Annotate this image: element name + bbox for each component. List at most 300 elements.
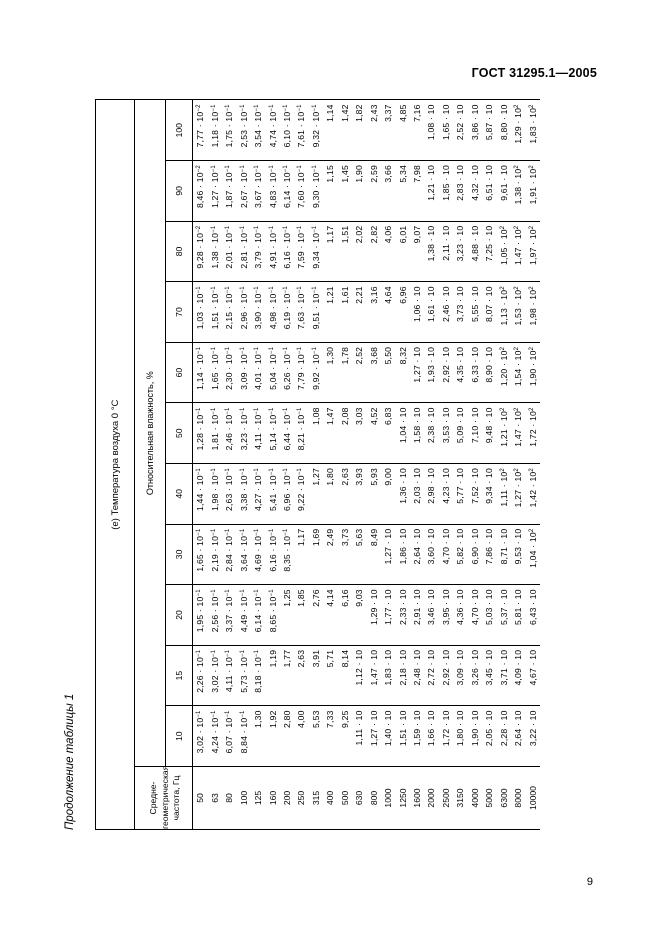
table-row [395, 100, 409, 830]
attenuation-value: 2,11 · 10 [439, 221, 453, 282]
attenuation-value: $2,67 \cdot 10^{-1}$ [236, 161, 250, 222]
attenuation-value: $3,09 \cdot 10^{-1}$ [236, 342, 250, 403]
humidity-column-header: 100 [166, 100, 193, 161]
attenuation-value: 1,90 [352, 161, 366, 222]
attenuation-value: 2,52 · 10 [453, 100, 467, 161]
frequency-cell: 3150 [453, 767, 467, 830]
exponent: −1 [196, 286, 203, 294]
humidity-column-header: 10 [166, 706, 193, 767]
attenuation-value: $8,18 \cdot 10^{-1}$ [251, 645, 265, 706]
attenuation-value: $2,30 \cdot 10^{-1}$ [222, 342, 236, 403]
table-row [439, 100, 453, 830]
attenuation-value: 1,36 · 10 [395, 464, 409, 525]
attenuation-value: $6,44 \cdot 10^{-1}$ [280, 403, 294, 464]
attenuation-value: 1,40 · 10 [381, 706, 395, 767]
attenuation-value: $1,21 \cdot 10^2$ [497, 403, 511, 464]
exponent: −1 [297, 407, 304, 415]
exponent: −1 [254, 104, 261, 112]
attenuation-value: 1,72 · 10 [439, 706, 453, 767]
attenuation-value: 2,72 · 10 [424, 645, 438, 706]
exponent: −1 [239, 468, 246, 476]
attenuation-value: 4,85 [395, 100, 409, 161]
attenuation-value: $9,34 \cdot 10^{-1}$ [309, 221, 323, 282]
attenuation-value: 3,71 · 10 [497, 645, 511, 706]
attenuation-value: $5,14 \cdot 10^{-1}$ [265, 403, 279, 464]
table-row [265, 100, 279, 830]
frequency-cell: 400 [323, 767, 337, 830]
attenuation-value: $1,91 \cdot 10^2$ [525, 161, 540, 222]
attenuation-value: $1,65 \cdot 10^{-1}$ [193, 524, 208, 585]
table-row [497, 100, 511, 830]
attenuation-value: 1,14 [323, 100, 337, 161]
attenuation-value: 4,36 · 10 [453, 585, 467, 646]
humidity-column-header: 40 [166, 464, 193, 525]
exponent: −1 [268, 165, 275, 173]
attenuation-value: 5,50 [381, 342, 395, 403]
attenuation-value: 9,03 [352, 585, 366, 646]
attenuation-value: 7,16 [410, 100, 424, 161]
frequency-cell: 1000 [381, 767, 395, 830]
attenuation-value: 4,70 · 10 [468, 585, 482, 646]
table-caption: (е) Температура воздуха 0 °С [96, 100, 135, 830]
attenuation-value: $4,98 \cdot 10^{-1}$ [265, 282, 279, 343]
frequency-cell: 4000 [468, 767, 482, 830]
attenuation-value: 9,53 · 10 [511, 524, 525, 585]
attenuation-value: 1,78 [338, 342, 352, 403]
attenuation-value: 1,61 · 10 [424, 282, 438, 343]
attenuation-value: $1,13 \cdot 10^2$ [497, 282, 511, 343]
attenuation-value: 5,55 · 10 [468, 282, 482, 343]
attenuation-value: $7,63 \cdot 10^{-1}$ [294, 282, 308, 343]
exponent: −1 [239, 589, 246, 597]
attenuation-value: $4,11 \cdot 10^{-1}$ [222, 645, 236, 706]
attenuation-value: 1,47 · 10 [366, 645, 380, 706]
attenuation-value: $6,16 \cdot 10^{-1}$ [280, 221, 294, 282]
attenuation-value: $8,84 \cdot 10^{-1}$ [236, 706, 250, 767]
attenuation-value: 5,53 [309, 706, 323, 767]
attenuation-value: 2,64 · 10 [511, 706, 525, 767]
humidity-column-header: 80 [166, 221, 193, 282]
attenuation-value: 2,76 [309, 585, 323, 646]
attenuation-value: $2,26 \cdot 10^{-1}$ [193, 645, 208, 706]
humidity-column-header: 30 [166, 524, 193, 585]
frequency-cell: 250 [294, 767, 308, 830]
attenuation-value: 1,45 [338, 161, 352, 222]
attenuation-value: $4,27 \cdot 10^{-1}$ [251, 464, 265, 525]
exponent: −1 [225, 528, 232, 536]
exponent: −1 [225, 165, 232, 173]
attenuation-value: 8,32 [395, 342, 409, 403]
exponent: −1 [297, 165, 304, 173]
exponent: 2 [528, 165, 535, 169]
attenuation-value: 4,52 [366, 403, 380, 464]
attenuation-value: $8,21 \cdot 10^{-1}$ [294, 403, 308, 464]
attenuation-value: 1,82 [352, 100, 366, 161]
attenuation-value: $1,65 \cdot 10^{-1}$ [207, 342, 221, 403]
exponent: −1 [268, 407, 275, 415]
attenuation-value: $1,47 \cdot 10^2$ [511, 403, 525, 464]
exponent: −1 [210, 649, 217, 658]
exponent: 2 [514, 407, 521, 411]
exponent: −1 [282, 346, 289, 355]
exponent: −1 [225, 589, 232, 597]
attenuation-value: 2,38 · 10 [424, 403, 438, 464]
attenuation-value: 5,81 · 10 [511, 585, 525, 646]
table-row [453, 100, 467, 830]
attenuation-value: 1,21 · 10 [424, 161, 438, 222]
attenuation-value: 7,25 · 10 [482, 221, 496, 282]
table-row [352, 100, 366, 830]
rotated-table-block [50, 100, 540, 830]
attenuation-value: 2,80 [280, 706, 294, 767]
attenuation-value: 7,52 · 10 [468, 464, 482, 525]
attenuation-value: $4,69 \cdot 10^{-1}$ [251, 524, 265, 585]
humidity-columns-row [166, 100, 193, 830]
attenuation-value: 6,01 [395, 221, 409, 282]
table-row [338, 100, 352, 830]
attenuation-value: $5,04 \cdot 10^{-1}$ [265, 342, 279, 403]
attenuation-value: 1,30 [323, 342, 337, 403]
humidity-column-header: 90 [166, 161, 193, 222]
document-code: ГОСТ 31295.1—2005 [471, 66, 597, 80]
attenuation-value: 1,59 · 10 [410, 706, 424, 767]
humidity-header: Относительная влажность, % [135, 100, 166, 767]
attenuation-value: $7,61 \cdot 10^{-1}$ [294, 100, 308, 161]
attenuation-value: 7,33 [323, 706, 337, 767]
attenuation-value: 8,07 · 10 [482, 282, 496, 343]
exponent: −1 [254, 468, 261, 476]
exponent: −1 [254, 528, 261, 536]
attenuation-value: 6,90 · 10 [468, 524, 482, 585]
attenuation-value: 9,48 · 10 [482, 403, 496, 464]
attenuation-value: 1,80 [323, 464, 337, 525]
attenuation-value: 7,10 · 10 [468, 403, 482, 464]
attenuation-value: $2,96 \cdot 10^{-1}$ [236, 282, 250, 343]
exponent: −1 [225, 286, 232, 294]
attenuation-value: 2,91 · 10 [410, 585, 424, 646]
attenuation-value: 1,15 [323, 161, 337, 222]
attenuation-value: 9,34 · 10 [482, 464, 496, 525]
attenuation-value: 1,77 [280, 645, 294, 706]
attenuation-value: 1,77 · 10 [381, 585, 395, 646]
attenuation-value: $4,83 \cdot 10^{-1}$ [265, 161, 279, 222]
exponent: −1 [239, 710, 246, 718]
attenuation-value: 1,86 · 10 [395, 524, 409, 585]
attenuation-value: 4,32 · 10 [468, 161, 482, 222]
exponent: −1 [239, 528, 246, 536]
attenuation-value: 1,51 · 10 [395, 706, 409, 767]
attenuation-value: $7,59 \cdot 10^{-1}$ [294, 221, 308, 282]
attenuation-value: $1,38 \cdot 10^{-1}$ [207, 221, 221, 282]
attenuation-value: $4,11 \cdot 10^{-1}$ [251, 403, 265, 464]
attenuation-value: 3,60 · 10 [424, 524, 438, 585]
attenuation-value: 2,92 · 10 [439, 342, 453, 403]
exponent: −1 [196, 346, 203, 355]
exponent: −1 [225, 225, 232, 233]
exponent: −1 [297, 286, 304, 294]
attenuation-value: 5,03 · 10 [482, 585, 496, 646]
attenuation-value: $3,02 \cdot 10^{-1}$ [207, 645, 221, 706]
attenuation-value: $1,11 \cdot 10^2$ [497, 464, 511, 525]
attenuation-value: 4,06 [381, 221, 395, 282]
attenuation-value: 7,86 · 10 [482, 524, 496, 585]
attenuation-value: $1,97 \cdot 10^2$ [525, 221, 540, 282]
attenuation-value: 3,73 [338, 524, 352, 585]
attenuation-value: $4,91 \cdot 10^{-1}$ [265, 221, 279, 282]
attenuation-value: $1,72 \cdot 10^2$ [525, 403, 540, 464]
attenuation-value: $7,79 \cdot 10^{-1}$ [294, 342, 308, 403]
exponent: −1 [239, 286, 246, 294]
exponent: −1 [282, 528, 289, 536]
attenuation-value: 1,27 · 10 [410, 342, 424, 403]
attenuation-value: 1,17 [294, 524, 308, 585]
frequency-header: Средне-геометрическая частота, Гц [135, 767, 193, 830]
page-number: 9 [586, 876, 593, 888]
attenuation-value: 2,48 · 10 [410, 645, 424, 706]
attenuation-value: 1,92 [265, 706, 279, 767]
attenuation-value: 3,95 · 10 [439, 585, 453, 646]
attenuation-value: 2,59 [366, 161, 380, 222]
attenuation-value: 1,69 [309, 524, 323, 585]
attenuation-value: 2,28 · 10 [497, 706, 511, 767]
attenuation-value: 1,27 · 10 [381, 524, 395, 585]
attenuation-value: 3,16 [366, 282, 380, 343]
exponent: −1 [210, 346, 217, 355]
exponent: −1 [210, 225, 217, 233]
exponent: −1 [225, 346, 232, 355]
attenuation-value: 1,08 [309, 403, 323, 464]
attenuation-value: $1,54 \cdot 10^2$ [511, 342, 525, 403]
attenuation-value: $2,19 \cdot 10^{-1}$ [207, 524, 221, 585]
attenuation-value: 5,77 · 10 [453, 464, 467, 525]
exponent: −1 [210, 407, 217, 415]
attenuation-value: 1,85 · 10 [439, 161, 453, 222]
exponent: 2 [499, 286, 506, 290]
exponent: −1 [225, 710, 232, 718]
humidity-column-header: 50 [166, 403, 193, 464]
attenuation-value: 2,98 · 10 [424, 464, 438, 525]
exponent: −1 [210, 104, 217, 112]
exponent: −1 [282, 165, 289, 173]
attenuation-value: $2,63 \cdot 10^{-1}$ [222, 464, 236, 525]
exponent: −1 [254, 286, 261, 294]
attenuation-value: 4,35 · 10 [453, 342, 467, 403]
attenuation-value: $1,44 \cdot 10^{-1}$ [193, 464, 208, 525]
table-row [294, 100, 308, 830]
attenuation-value: 3,46 · 10 [424, 585, 438, 646]
frequency-cell: 80 [222, 767, 236, 830]
exponent: 2 [499, 225, 506, 230]
attenuation-value: 3,86 · 10 [468, 100, 482, 161]
attenuation-value: $3,37 \cdot 10^{-1}$ [222, 585, 236, 646]
exponent: −1 [239, 649, 246, 658]
exponent: 2 [528, 225, 535, 230]
attenuation-value: 5,63 [352, 524, 366, 585]
attenuation-value: $1,04 \cdot 10^2$ [525, 524, 540, 585]
attenuation-value: $6,14 \cdot 10^{-1}$ [251, 585, 265, 646]
attenuation-value: 1,21 [323, 282, 337, 343]
attenuation-value: 3,68 [366, 342, 380, 403]
exponent: −1 [254, 165, 261, 173]
attenuation-value: 3,45 · 10 [482, 645, 496, 706]
table-row [309, 100, 323, 830]
exponent: 2 [514, 286, 521, 290]
attenuation-value: $1,53 \cdot 10^2$ [511, 282, 525, 343]
exponent: −1 [225, 407, 232, 415]
frequency-cell: 1600 [410, 767, 424, 830]
humidity-column-header: 70 [166, 282, 193, 343]
exponent: 2 [528, 528, 535, 533]
attenuation-value: 2,33 · 10 [395, 585, 409, 646]
table-row [468, 100, 482, 830]
attenuation-value: 2,64 · 10 [410, 524, 424, 585]
attenuation-value: 2,63 [294, 645, 308, 706]
attenuation-value: 7,98 [410, 161, 424, 222]
exponent: −1 [311, 104, 318, 112]
exponent: −2 [196, 104, 203, 112]
exponent: −1 [254, 346, 261, 355]
exponent: −1 [196, 468, 203, 476]
exponent: −1 [297, 346, 304, 355]
exponent: −1 [254, 589, 261, 597]
attenuation-value: $3,64 \cdot 10^{-1}$ [236, 524, 250, 585]
exponent: −1 [311, 346, 318, 355]
table-row [193, 100, 208, 830]
attenuation-value: 2,02 [352, 221, 366, 282]
attenuation-value: $1,81 \cdot 10^{-1}$ [207, 403, 221, 464]
attenuation-value: 4,67 · 10 [525, 645, 540, 706]
attenuation-value: $1,28 \cdot 10^{-1}$ [193, 403, 208, 464]
table-row [410, 100, 424, 830]
attenuation-value: 1,90 · 10 [468, 706, 482, 767]
frequency-cell: 63 [207, 767, 221, 830]
attenuation-value: 9,07 [410, 221, 424, 282]
attenuation-value: $3,90 \cdot 10^{-1}$ [251, 282, 265, 343]
humidity-column-header: 20 [166, 585, 193, 646]
attenuation-value: 2,03 · 10 [410, 464, 424, 525]
frequency-cell: 800 [366, 767, 380, 830]
exponent: −1 [268, 346, 275, 355]
exponent: 2 [514, 104, 521, 108]
exponent: −1 [297, 225, 304, 233]
attenuation-value: 1,83 · 10 [381, 645, 395, 706]
attenuation-value: 2,82 [366, 221, 380, 282]
attenuation-value: $4,74 \cdot 10^{-1}$ [265, 100, 279, 161]
attenuation-value: $6,07 \cdot 10^{-1}$ [222, 706, 236, 767]
attenuation-value: 1,06 · 10 [410, 282, 424, 343]
attenuation-value: 3,22 · 10 [525, 706, 540, 767]
attenuation-value: 2,05 · 10 [482, 706, 496, 767]
attenuation-value: 8,90 · 10 [482, 342, 496, 403]
attenuation-value: $6,14 \cdot 10^{-1}$ [280, 161, 294, 222]
attenuation-value: $1,47 \cdot 10^2$ [511, 221, 525, 282]
attenuation-value: 1,11 · 10 [352, 706, 366, 767]
attenuation-value: 4,88 · 10 [468, 221, 482, 282]
exponent: −1 [254, 407, 261, 415]
attenuation-value: 1,25 [280, 585, 294, 646]
attenuation-value: $4,49 \cdot 10^{-1}$ [236, 585, 250, 646]
attenuation-value: $1,95 \cdot 10^{-1}$ [193, 585, 208, 646]
table-row [222, 100, 236, 830]
attenuation-value: 1,27 [309, 464, 323, 525]
attenuation-value: 2,92 · 10 [439, 645, 453, 706]
exponent: −1 [196, 649, 203, 658]
exponent: −1 [282, 407, 289, 415]
frequency-cell: 8000 [511, 767, 525, 830]
frequency-cell: 5000 [482, 767, 496, 830]
attenuation-value: 9,25 [338, 706, 352, 767]
attenuation-value: 4,09 · 10 [511, 645, 525, 706]
exponent: −1 [239, 104, 246, 112]
attenuation-value: $2,81 \cdot 10^{-1}$ [236, 221, 250, 282]
exponent: 2 [528, 346, 535, 351]
attenuation-value: $1,90 \cdot 10^2$ [525, 342, 540, 403]
exponent: 2 [499, 407, 506, 411]
continuation-label: Продолжение таблицы 1 [64, 693, 76, 830]
attenuation-value: 4,00 [294, 706, 308, 767]
attenuation-value: 6,51 · 10 [482, 161, 496, 222]
attenuation-value: 1,29 · 10 [366, 585, 380, 646]
attenuation-value: $1,42 \cdot 10^2$ [525, 464, 540, 525]
attenuation-value: 1,47 [323, 403, 337, 464]
exponent: 2 [528, 286, 535, 290]
frequency-cell: 50 [193, 767, 208, 830]
attenuation-value: $9,92 \cdot 10^{-1}$ [309, 342, 323, 403]
attenuation-value: $8,46 \cdot 10^{-2}$ [193, 161, 208, 222]
attenuation-value: 6,83 [381, 403, 395, 464]
attenuation-value: 4,64 [381, 282, 395, 343]
attenuation-value: 3,09 · 10 [453, 645, 467, 706]
attenuation-value: 1,19 [265, 645, 279, 706]
attenuation-value: 2,52 [352, 342, 366, 403]
exponent: −2 [196, 225, 203, 233]
attenuation-value: 1,42 [338, 100, 352, 161]
exponent: 2 [528, 104, 535, 108]
attenuation-value: 2,49 [323, 524, 337, 585]
exponent: 2 [514, 165, 521, 169]
exponent: −1 [311, 225, 318, 233]
exponent: 2 [499, 346, 506, 351]
attenuation-value: $1,98 \cdot 10^2$ [525, 282, 540, 343]
frequency-cell: 100 [236, 767, 250, 830]
frequency-cell: 2000 [424, 767, 438, 830]
attenuation-value: $6,26 \cdot 10^{-1}$ [280, 342, 294, 403]
exponent: −1 [268, 225, 275, 233]
attenuation-value: $1,03 \cdot 10^{-1}$ [193, 282, 208, 343]
attenuation-value: 8,80 · 10 [497, 100, 511, 161]
exponent: 2 [499, 468, 506, 472]
attenuation-value: $1,98 \cdot 10^{-1}$ [207, 464, 221, 525]
frequency-cell: 2500 [439, 767, 453, 830]
frequency-cell: 125 [251, 767, 265, 830]
exponent: −1 [297, 468, 304, 476]
table-row [381, 100, 395, 830]
attenuation-value: 4,70 · 10 [439, 524, 453, 585]
exponent: −1 [282, 468, 289, 476]
attenuation-value: 3,26 · 10 [468, 645, 482, 706]
exponent: −1 [282, 104, 289, 112]
exponent: 2 [528, 407, 535, 411]
exponent: −1 [196, 589, 203, 597]
table-row [251, 100, 265, 830]
attenuation-value: 3,73 · 10 [453, 282, 467, 343]
exponent: −1 [282, 286, 289, 294]
attenuation-value: $1,20 \cdot 10^2$ [497, 342, 511, 403]
attenuation-value: $8,65 \cdot 10^{-1}$ [265, 585, 279, 646]
attenuation-value: 1,80 · 10 [453, 706, 467, 767]
attenuation-value: $8,35 \cdot 10^{-1}$ [280, 524, 294, 585]
exponent: −1 [297, 104, 304, 112]
